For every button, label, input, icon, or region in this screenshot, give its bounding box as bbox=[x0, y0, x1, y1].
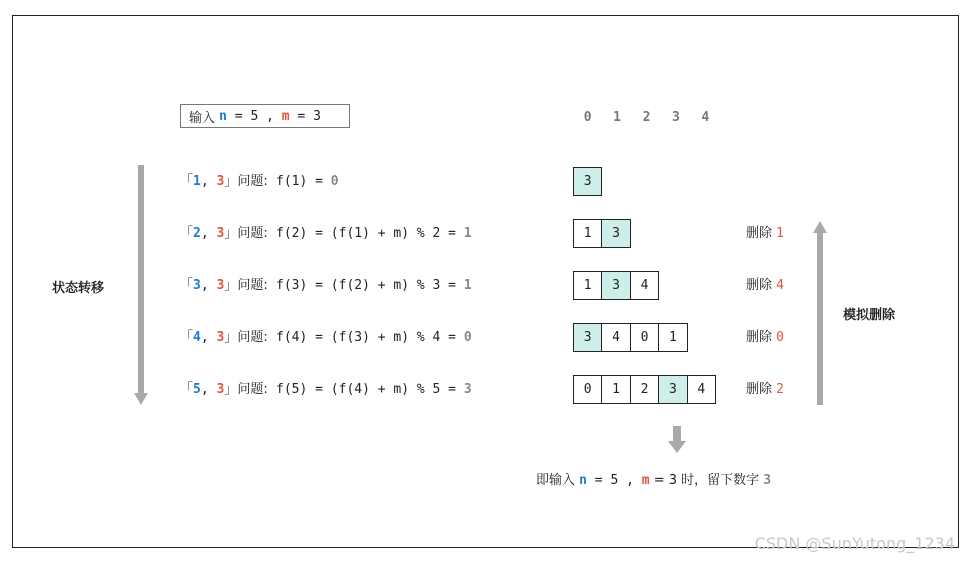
up-arrow-icon bbox=[812, 220, 828, 406]
array-cell: 1 bbox=[573, 271, 602, 300]
input-m-key: m bbox=[281, 108, 290, 124]
array-cell: 3 bbox=[601, 271, 630, 300]
delete-label-2: 删除 4 bbox=[746, 278, 784, 293]
array-row-3 bbox=[573, 271, 659, 300]
index-1: 1 bbox=[613, 110, 621, 125]
index-2: 2 bbox=[642, 110, 651, 125]
array-cell: 3 bbox=[601, 219, 630, 248]
result-down-arrow-icon bbox=[668, 426, 686, 454]
delete-label-4: 删除 2 bbox=[746, 382, 784, 397]
array-cell: 0 bbox=[573, 375, 602, 404]
array-cell: 1 bbox=[601, 375, 630, 404]
state-transition-label: 状态转移 bbox=[52, 281, 105, 296]
array-cell: 3 bbox=[658, 375, 687, 404]
array-cell: 1 bbox=[658, 323, 687, 352]
watermark: CSDN @SunYutong_1234 bbox=[754, 534, 955, 553]
array-cell: 3 bbox=[573, 323, 602, 352]
array-cell: 0 bbox=[630, 323, 659, 352]
index-header bbox=[573, 110, 720, 125]
delete-label-1: 删除 1 bbox=[746, 226, 784, 241]
result-text: 即输入 n = 5 , m = 3 时，留下数字 3 bbox=[536, 473, 772, 488]
array-cell: 2 bbox=[630, 375, 659, 404]
array-cell: 4 bbox=[687, 375, 716, 404]
formula-row-3: 「3, 3」问题: f(3) = (f(2) + m) % 3 = 1 bbox=[180, 278, 472, 293]
array-row-4 bbox=[573, 323, 688, 352]
input-n-key: n bbox=[219, 108, 227, 124]
array-row-2 bbox=[573, 219, 631, 248]
array-row-1 bbox=[573, 167, 602, 196]
index-3: 3 bbox=[671, 110, 680, 125]
array-cell: 4 bbox=[630, 271, 659, 300]
down-arrow-icon bbox=[133, 165, 149, 407]
array-cell: 1 bbox=[573, 219, 602, 248]
index-4: 4 bbox=[701, 110, 710, 125]
formula-row-5: 「5, 3」问题: f(5) = (f(4) + m) % 5 = 3 bbox=[180, 382, 472, 397]
input-box bbox=[180, 104, 350, 128]
formula-row-2: 「2, 3」问题: f(2) = (f(1) + m) % 2 = 1 bbox=[180, 226, 472, 241]
array-cell: 3 bbox=[573, 167, 602, 196]
index-0: 0 bbox=[583, 110, 592, 125]
input-m-eq: = 3 bbox=[289, 108, 321, 124]
simulated-deletion-label: 模拟删除 bbox=[843, 308, 896, 323]
input-n-eq: = 5 , bbox=[226, 108, 282, 124]
array-cell: 4 bbox=[601, 323, 630, 352]
input-prefix: 输入 bbox=[189, 110, 220, 126]
delete-label-3: 删除 0 bbox=[746, 330, 784, 345]
formula-row-1: 「1, 3」问题: f(1) = 0 bbox=[180, 174, 339, 189]
array-row-5 bbox=[573, 375, 716, 404]
formula-row-4: 「4, 3」问题: f(4) = (f(3) + m) % 4 = 0 bbox=[180, 330, 472, 345]
